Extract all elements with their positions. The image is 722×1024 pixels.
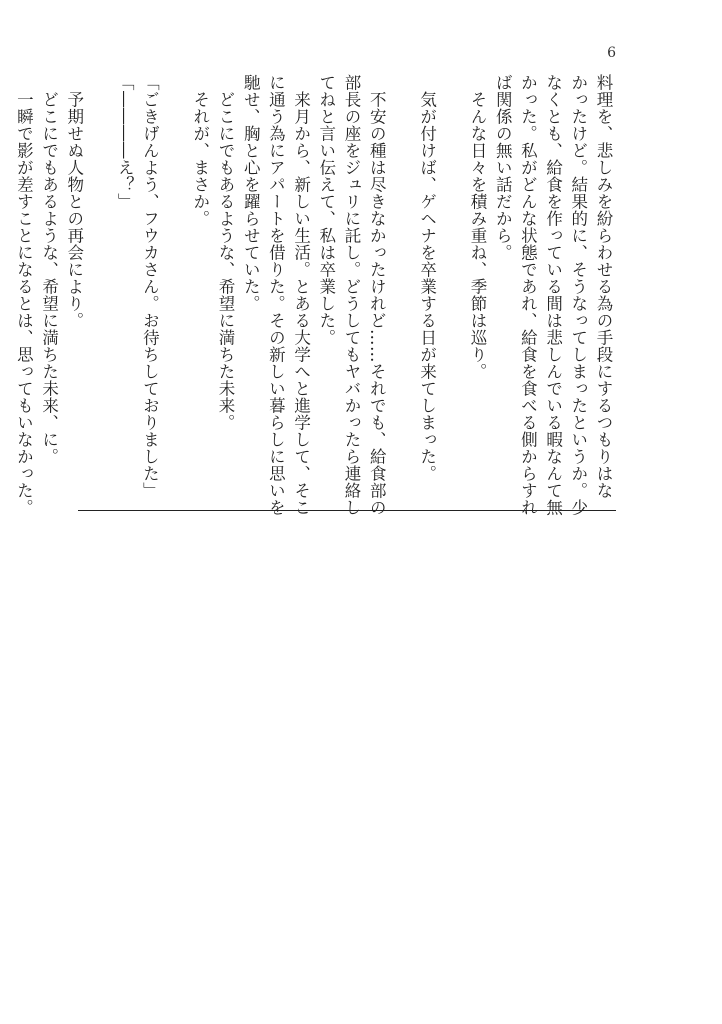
text-line: 馳せ、胸と心を躍らせていた。 — [241, 74, 261, 312]
vertical-text-block — [14, 74, 616, 516]
blank-line — [389, 74, 414, 504]
page-number: 6 — [607, 45, 616, 61]
dialogue-line: 「ごきげんよう、フウカさん。お待ちしておりました」 — [140, 74, 160, 499]
text-line: どこにでもあるような、希望に満ちた未来、に。 — [39, 74, 59, 465]
text-line: どこにでもあるような、希望に満ちた未来。 — [215, 74, 235, 431]
text-line: 気が付けば、ゲヘナを卒業する日が来てしまった。 — [417, 74, 437, 482]
text-line: それが、まさか。 — [190, 74, 210, 227]
text-line: 来月から、新しい生活。とある大学へと進学して、そこ — [291, 74, 311, 516]
text-line: 部長の座をジュリに託し。どうしてもヤバかったら連絡し — [342, 74, 361, 516]
blank-line — [440, 74, 465, 504]
horizontal-rule — [78, 510, 616, 511]
text-line: そんな日々を積み重ね、季節は巡り。 — [467, 74, 487, 380]
text-line: 一瞬で影が差すことになるとは、思ってもいなかった。 — [14, 74, 34, 516]
text-line: 不安の種は尽きなかったけれど……それでも、給食部の — [367, 74, 387, 516]
dialogue-line: 「――――え？」 — [115, 74, 135, 210]
text-line: てねと言い伝えて、私は卒業した。 — [316, 74, 336, 346]
text-line: ば関係の無い話だから。 — [493, 74, 513, 261]
blank-line — [162, 74, 187, 504]
text-line: 料理を、悲しみを紛らわせる為の手段にするつもりはな — [594, 74, 613, 499]
text-line: かったけど。結果的に、そうなってしまったというか。少 — [568, 74, 588, 516]
text-line: なくとも、給食を作っている間は悲しんでいる暇なんて無 — [543, 74, 563, 516]
text-line: に通う為にアパートを借りた。その新しい暮らしに思いを — [266, 74, 286, 516]
text-line: かった。私がどんな状態であれ、給食を食べる側からすれ — [518, 74, 538, 516]
text-line: 予期せぬ人物との再会により。 — [64, 74, 84, 329]
blank-line — [87, 74, 112, 504]
